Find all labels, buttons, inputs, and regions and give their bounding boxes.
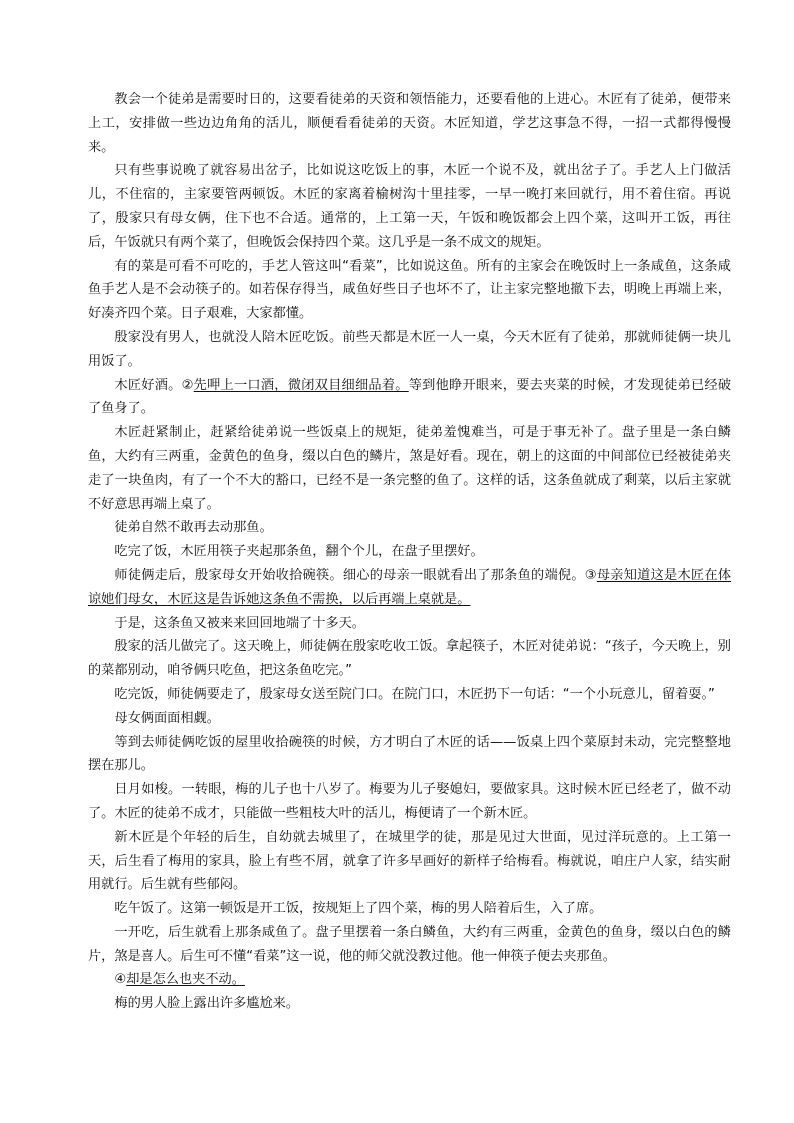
- paragraph-19: [88, 968, 731, 992]
- paragraph-16: [88, 826, 731, 897]
- text-run: 一开吃，后生就看上那条咸鱼了。盘子里摆着一条白鳞鱼，大约有三两重，金黄色的鱼身，缀以白色的鳞片，煞是喜人。后生可不懂“看菜”这一说，他的师父就没教过他。他一伸筷子便去夹那鱼。: [88, 924, 731, 964]
- paragraph-17: [88, 897, 731, 921]
- document-page: [88, 88, 731, 1016]
- text-run: 徒弟自然不敢再去动那鱼。: [114, 520, 273, 536]
- text-run: 吃完饭，师徒俩要走了，殷家母女送至院门口。在院门口，木匠扔下一句话：“一个小玩意儿，留着耍。”: [114, 686, 715, 702]
- paragraph-5: [88, 374, 731, 422]
- paragraph-4: [88, 326, 731, 374]
- paragraph-2: [88, 159, 731, 254]
- text-run: 木匠赶紧制止，赶紧给徒弟说一些饭桌上的规矩，徒弟羞愧难当，可是于事无补了。盘子里是一条白鳞鱼，大约有三两重，金黄色的鱼身，缀以白色的鳞片，煞是好看。现在，朝上的这面的中间部位已经被徒弟夹走了一块鱼肉，有了一个不大的豁口，已经不是一条完整的鱼了。这样的话，这条鱼就成了剩菜，以后主家就不好意思再端上桌了。: [88, 425, 731, 512]
- underlined-sentence: 母亲知道这是木匠在体谅她们母女，木匠这是告诉她这条鱼不需换，以后再端上桌就是。: [88, 567, 732, 607]
- paragraph-11: [88, 635, 731, 683]
- text-run: 母女俩面面相觑。: [114, 710, 220, 726]
- paragraph-6: [88, 421, 731, 516]
- paragraph-15: [88, 778, 731, 826]
- underlined-sentence: 却是怎么也夹不动。: [126, 972, 245, 988]
- text-run: 有的菜是可看不可吃的，手艺人管这叫“看菜”，比如说这鱼。所有的主家会在晚饭时上一条咸鱼，这条咸鱼手艺人是不会动筷子的。如若保存得当，咸鱼好些日子也坏不了，让主家完整地撤下去，明晚上再端上来，好凑齐四个菜。日子艰难，大家都懂。: [88, 258, 731, 322]
- text-run: 殷家没有男人，也就没人陪木匠吃饭。前些天都是木匠一人一桌，今天木匠有了徒弟，那就师徒俩一块儿用饭了。: [88, 329, 731, 369]
- text-run: 新木匠是个年轻的后生，自幼就去城里了，在城里学的徒，那是见过大世面，见过洋玩意的。上工第一天，后生看了梅用的家具，脸上有些不屑，就拿了许多早画好的新样子给梅看。梅就说，咱庄户人家，结实耐用就行。后生就有些郁闷。: [88, 829, 731, 893]
- paragraph-12: [88, 683, 731, 707]
- text-run: 师徒俩走后，殷家母女开始收拾碗筷。细心的母亲一眼就看出了那条鱼的端倪。③: [114, 567, 597, 583]
- text-run: 吃午饭了。这第一顿饭是开工饭，按规矩上了四个菜，梅的男人陪着后生，入了席。: [114, 901, 603, 917]
- paragraph-7: [88, 516, 731, 540]
- text-run: ④: [114, 972, 127, 988]
- paragraph-1: [88, 88, 731, 159]
- paragraph-13: [88, 707, 731, 731]
- underlined-sentence: 先呷上一口酒，微闭双目细细品着。: [193, 377, 409, 393]
- text-run: 教会一个徒弟是需要时日的，这要看徒弟的天资和领悟能力，还要看他的上进心。木匠有了徒弟，便带来上工，安排做一些边边角角的活儿，顺便看看徒弟的天资。木匠知道，学艺这事急不得，一招一式都得慢慢来。: [88, 92, 731, 155]
- text-run: 只有些事说晚了就容易出岔子，比如说这吃饭上的事，木匠一个说不及，就出岔子了。手艺人上门做活儿，不住宿的，主家要管两顿饭。木匠的家离着榆树沟十里挂零，一早一晚打来回就行，用不着住宿。再说了，殷家只有母女俩，住下也不合适。通常的，上工第一天，午饭和晚饭都会上四个菜，这叫开工饭，再往后，午饭就只有两个菜了，但晚饭会保持四个菜。这几乎是一条不成文的规矩。: [88, 163, 731, 250]
- paragraph-18: [88, 921, 731, 969]
- paragraph-14: [88, 731, 731, 779]
- text-run: 殷家的活儿做完了。这天晚上，师徒俩在殷家吃收工饭。拿起筷子，木匠对徒弟说：“孩子，今天晚上，别的菜都别动，咱爷俩只吃鱼，把这条鱼吃完。”: [88, 639, 731, 679]
- paragraph-3: [88, 255, 731, 326]
- paragraph-9: [88, 564, 731, 612]
- paragraph-10: [88, 612, 731, 636]
- text-run: 于是，这条鱼又被来来回回地端了十多天。: [114, 615, 365, 631]
- text-run: 日月如梭。一转眼，梅的儿子也十八岁了。梅要为儿子娶媳妇，要做家具。这时候木匠已经老了，做不动了。木匠的徒弟不成才，只能做一些粗枝大叶的活儿，梅便请了一个新木匠。: [88, 782, 731, 821]
- text-run: 吃完了饭，木匠用筷子夹起那条鱼，翻个个儿，在盘子里摆好。: [114, 544, 484, 560]
- paragraph-8: [88, 540, 731, 564]
- text-run: 等到他睁开眼来，要去夹菜的时候，才发现徒弟已经破了鱼身了。: [88, 377, 732, 417]
- text-run: 梅的男人脸上露出许多尴尬来。: [114, 996, 300, 1012]
- text-run: 木匠好酒。②: [114, 377, 194, 393]
- text-run: 等到去师徒俩吃饭的屋里收拾碗筷的时候，方才明白了木匠的话——饭桌上四个菜原封未动，完完整整地摆在那儿。: [88, 734, 731, 774]
- paragraph-20: [88, 992, 731, 1016]
